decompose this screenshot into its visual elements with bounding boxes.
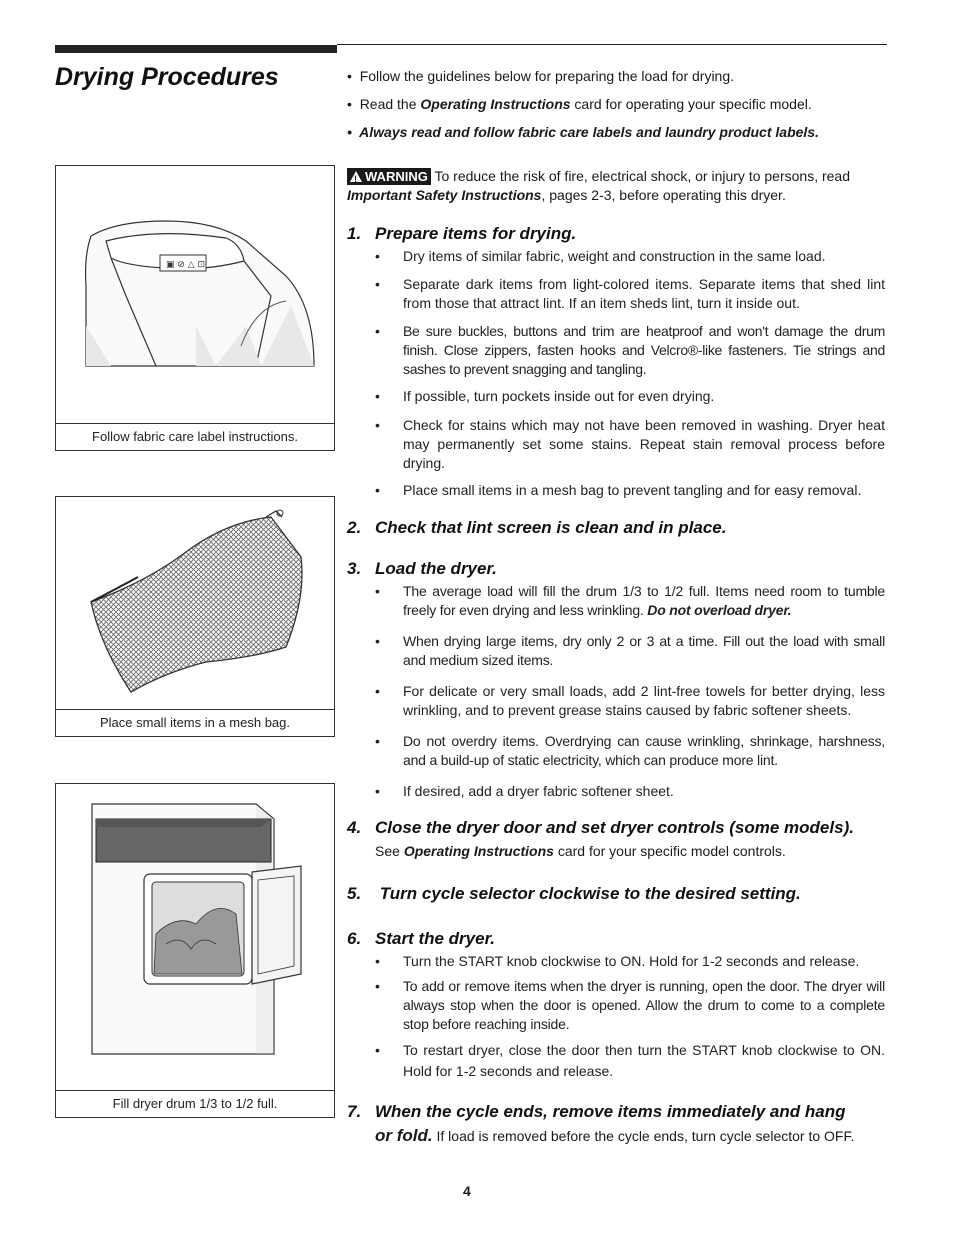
list-item: • Dry items of similar fabric, weight and construction in the same load.	[375, 248, 826, 264]
step-5-heading: 5. Turn cycle selector clockwise to the desired setting.	[347, 884, 801, 903]
header-rule-thick	[55, 45, 337, 53]
list-item: • If desired, add a dryer fabric softener sheet.	[375, 783, 674, 799]
figure-dryer	[55, 783, 335, 1118]
list-item: • Place small items in a mesh bag to prevent tangling and for easy removal.	[375, 482, 862, 498]
intro-item: • Read the Operating Instructions card for operating your specific model.	[347, 96, 812, 112]
figure-care-label	[55, 165, 335, 451]
figure-mesh-bag	[55, 496, 335, 737]
list-item: • Do not overdry items. Overdrying can cause wrinkling, shrinkage, harshness, and a build-up of static electricity, which can produce more lint.	[375, 733, 885, 768]
intro-item: • Always read and follow fabric care labels and laundry product labels.	[347, 124, 819, 140]
intro-item: • Follow the guidelines below for preparing the load for drying.	[347, 68, 735, 84]
list-item: • When drying large items, dry only 2 or 3 at a time. Fill out the load with small and medium sized items.	[375, 633, 885, 668]
step-7-continuation: or fold. If load is removed before the cycle ends, turn cycle selector to OFF.	[375, 1126, 855, 1145]
mesh-bag-icon	[56, 497, 334, 709]
page-title: Drying Procedures	[55, 63, 279, 91]
list-item: • Turn the START knob clockwise to ON. Hold for 1-2 seconds and release.	[375, 953, 860, 969]
page-number: 4	[463, 1183, 471, 1199]
figure-caption: Place small items in a mesh bag.	[56, 709, 334, 736]
step-2-heading: 2. Check that lint screen is clean and in place.	[347, 518, 727, 537]
warning-badge: !WARNING	[347, 168, 431, 185]
step-6-heading: 6. Start the dryer.	[347, 929, 495, 948]
list-item: • For delicate or very small loads, add 2 lint-free towels for better drying, less wrinkling, and to prevent grease stains caused by fabric softener sheets.	[375, 683, 885, 718]
list-item: • To restart dryer, close the door then turn the START knob clockwise to ON. Hold for 1-2 seconds and release.	[375, 1042, 885, 1079]
figure-caption: Fill dryer drum 1/3 to 1/2 full.	[56, 1090, 334, 1117]
svg-text:▣ ⊘ △ ⊡: ▣ ⊘ △ ⊡	[166, 260, 206, 270]
list-item: • Separate dark items from light-colored items. Separate items that shed lint from those that attract lint. If an item sheds lint, turn it inside out.	[375, 276, 885, 311]
figure-caption: Follow fabric care label instructions.	[56, 423, 334, 450]
step-1-heading: 1. Prepare items for drying.	[347, 224, 577, 243]
step-3-heading: 3. Load the dryer.	[347, 559, 497, 578]
list-item: • Be sure buckles, buttons and trim are heatproof and won't damage the drum finish. Close zippers, fasten hooks and Velcro®-like fasteners. Tie strings and sashes to prevent snagging and tangling.	[375, 323, 885, 377]
list-item: • The average load will fill the drum 1/3 to 1/2 full. Items need room to tumble freely for even drying and less wrinkling. Do not overload dryer.	[375, 583, 885, 618]
warning-paragraph: !WARNING To reduce the risk of fire, electrical shock, or injury to persons, read Important Safety Instructions, pages 2-3, before operating this dryer.	[347, 167, 885, 205]
warning-triangle-icon	[350, 171, 362, 182]
header-rule-thin	[337, 44, 887, 45]
list-item: • If possible, turn pockets inside out for even drying.	[375, 388, 715, 404]
shirt-collar-icon	[56, 166, 334, 422]
step-4-heading: 4. Close the dryer door and set dryer controls (some models).	[347, 818, 854, 837]
list-item: • To add or remove items when the dryer is running, open the door. The dryer will always stop when the door is opened. Allow the drum to come to a complete stop before reaching inside.	[375, 978, 885, 1032]
list-item: • Check for stains which may not have been removed in washing. Dryer heat may permanently set some stains. Repeat stain removal process before drying.	[375, 417, 885, 471]
step-4-text: See Operating Instructions card for your specific model controls.	[375, 843, 786, 859]
dryer-icon	[56, 784, 334, 1090]
step-7-heading: 7. When the cycle ends, remove items immediately and hang	[347, 1102, 846, 1121]
